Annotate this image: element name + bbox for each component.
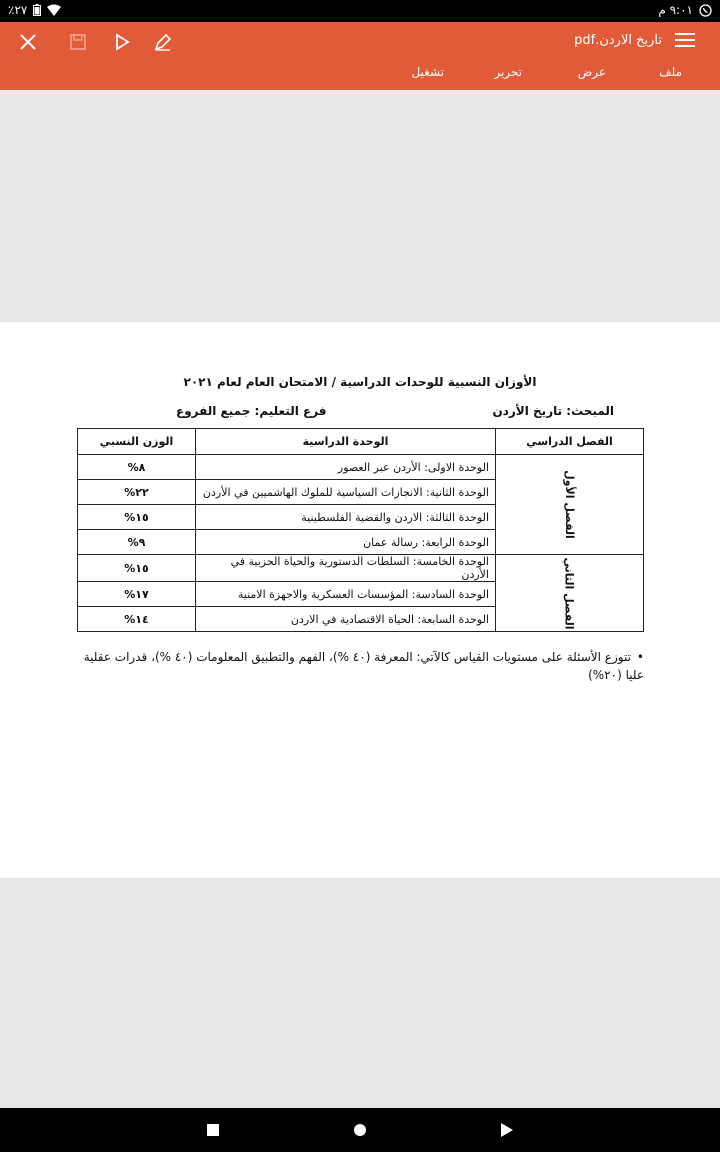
wifi-icon [47,4,61,16]
tab-view[interactable]: عرض [577,65,606,79]
subject-label: المبحث: تاريخ الأردن [492,404,614,418]
tab-edit[interactable]: تحرير [494,65,522,79]
battery-icon [33,4,41,16]
distribution-note [64,648,644,684]
tab-run[interactable]: تشغيل [411,65,444,79]
table-row [78,555,644,582]
unit-cell: الوحدة الخامسة: السلطات الدستورية والحياة الحزبية في الأردن [196,555,496,582]
unit-cell: الوحدة السادسة: المؤسسات العسكرية والاجهزة الامنية [196,582,496,607]
battery-level: ٪٢٧ [8,3,28,17]
header-semester: الفصل الدراسي [496,429,644,455]
header-weight: الوزن النسبي [78,429,196,455]
note-text: تتوزع الأسئلة على مستويات القياس كالآتي: المعرفة (٤٠ %)، الفهم والتطبيق المعلومات (٤٠ %)، قدرات عقلية عليا (٢٠%) [83,650,644,682]
unit-cell: الوحدة الاولى: الأردن عبر العصور [196,455,496,480]
close-icon[interactable] [16,30,40,54]
android-nav-bar [0,1108,720,1152]
status-bar [0,0,720,22]
status-left [8,3,61,17]
tab-file[interactable]: ملف [659,65,682,79]
app-toolbar [0,22,720,90]
hamburger-menu-icon[interactable] [674,30,698,54]
play-icon[interactable] [110,30,134,54]
semester-two-cell [496,555,644,632]
header-unit: الوحدة الدراسية [196,429,496,455]
weight-cell: ٨% [78,455,196,480]
unit-cell: الوحدة الثانية: الانجازات السياسية للملوك الهاشميين في الأردن [196,480,496,505]
semester-one-cell [496,455,644,555]
weight-cell: ٩% [78,530,196,555]
table-row [78,455,644,480]
weight-cell: ١٥% [78,555,196,582]
back-icon[interactable] [499,1122,515,1138]
weight-cell: ٢٢% [78,480,196,505]
recents-icon[interactable] [206,1123,220,1137]
table-header-row [78,429,644,455]
toolbar-tabs [0,65,720,87]
whatsapp-icon [699,4,712,17]
weights-table [77,428,644,632]
edit-pen-icon[interactable] [151,30,175,54]
weight-cell: ١٥% [78,505,196,530]
pdf-page[interactable] [0,322,720,878]
viewer-background-top [0,90,720,322]
document-title: الأوزان النسبية للوحدات الدراسية / الامتحان العام لعام ٢٠٢١ [183,375,537,389]
clock: ٩:٠١ م [658,3,693,17]
file-name: تاريخ الاردن.pdf [574,33,662,48]
unit-cell: الوحدة الرابعة: رسالة عمان [196,530,496,555]
semester-two-label: الفصل الثاني [563,556,576,630]
weight-cell: ١٧% [78,582,196,607]
viewer-background-bottom [0,878,720,1108]
home-icon[interactable] [353,1123,367,1137]
bullet-icon: • [636,650,644,664]
semester-one-label: الفصل الأول [563,470,576,539]
branch-label: فرع التعليم: جميع الفروع [176,404,327,418]
save-icon[interactable] [66,30,90,54]
unit-cell: الوحدة الثالثة: الاردن والقضية الفلسطينية [196,505,496,530]
weight-cell: ١٤% [78,607,196,632]
unit-cell: الوحدة السابعة: الحياة الاقتصادية في الاردن [196,607,496,632]
status-right [658,3,712,17]
